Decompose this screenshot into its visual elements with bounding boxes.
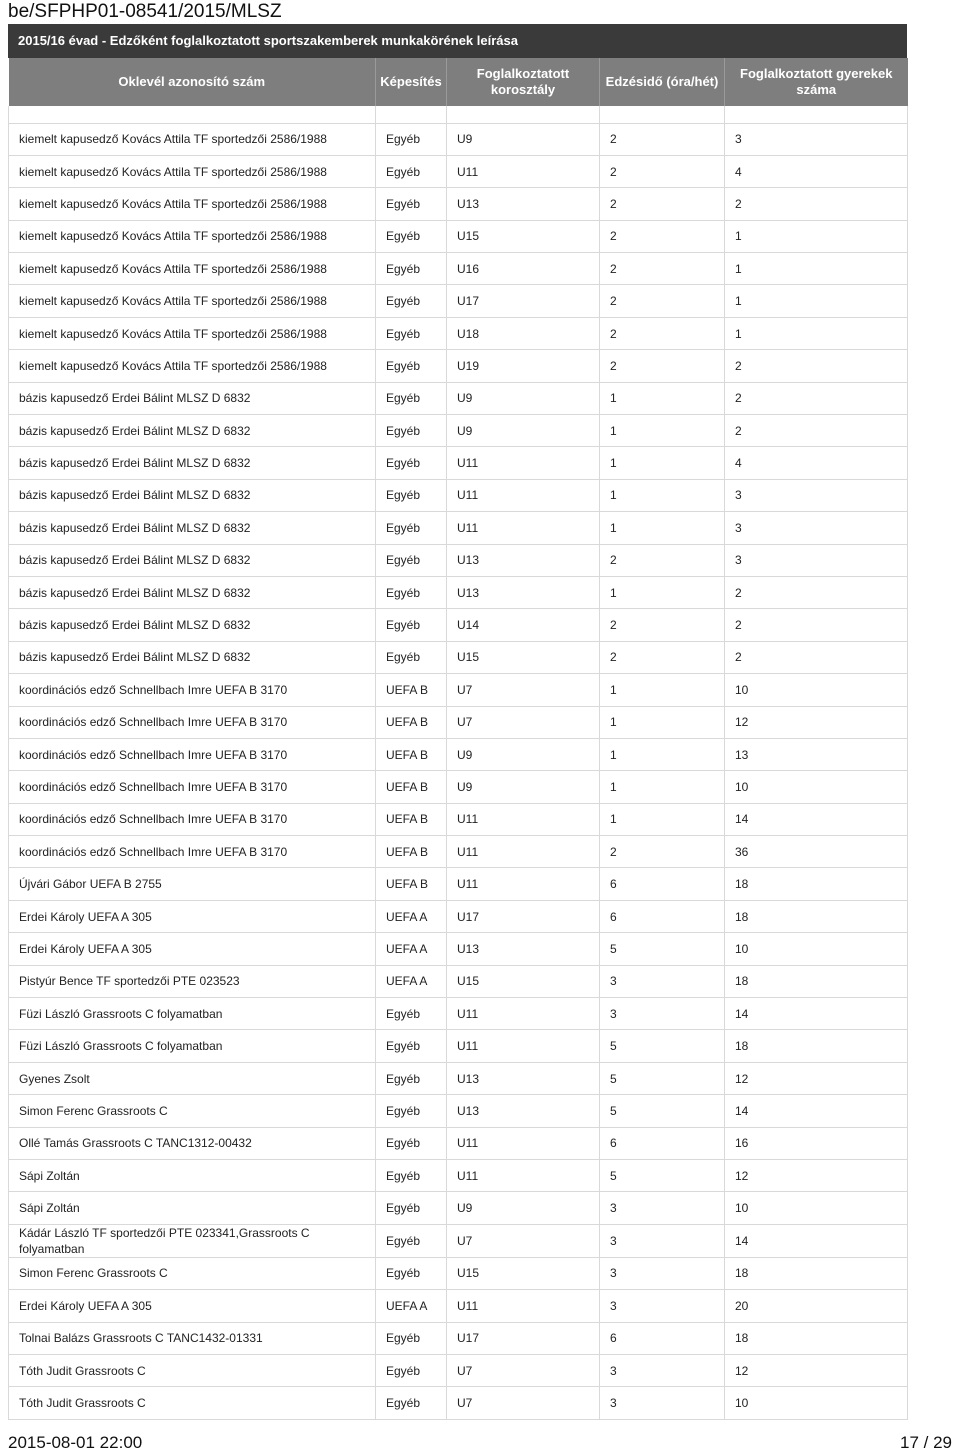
table-row xyxy=(9,1160,908,1192)
children-count-cell: 4 xyxy=(725,155,908,187)
table-row xyxy=(9,998,908,1030)
certificate-cell: Tóth Judit Grassroots C xyxy=(9,1354,376,1386)
training-hours-cell: 1 xyxy=(600,803,725,835)
qualification-cell: UEFA B xyxy=(376,771,447,803)
table-row xyxy=(9,1322,908,1354)
training-hours-cell: 5 xyxy=(600,933,725,965)
table-row xyxy=(9,1095,908,1127)
training-hours-cell: 3 xyxy=(600,1224,725,1257)
qualification-cell: Egyéb xyxy=(376,1160,447,1192)
qualification-cell: Egyéb xyxy=(376,350,447,382)
children-count-cell: 12 xyxy=(725,1062,908,1094)
training-hours-cell: 1 xyxy=(600,738,725,770)
certificate-cell: kiemelt kapusedző Kovács Attila TF sportedzői 2586/1988 xyxy=(9,253,376,285)
age-group-cell: U13 xyxy=(447,544,600,576)
qualification-cell: UEFA A xyxy=(376,965,447,997)
table-row xyxy=(9,188,908,220)
age-group-cell: U18 xyxy=(447,317,600,349)
footer-timestamp: 2015-08-01 22:00 xyxy=(8,1433,143,1452)
age-group-cell: U11 xyxy=(447,512,600,544)
table-row xyxy=(9,771,908,803)
table-row xyxy=(9,836,908,868)
age-group-cell: U15 xyxy=(447,641,600,673)
children-count-cell: 18 xyxy=(725,1257,908,1289)
table-row xyxy=(9,544,908,576)
children-count-cell: 2 xyxy=(725,350,908,382)
qualification-cell: Egyéb xyxy=(376,155,447,187)
table-row xyxy=(9,1127,908,1159)
qualification-cell: Egyéb xyxy=(376,1062,447,1094)
age-group-cell: U11 xyxy=(447,155,600,187)
children-count-cell: 18 xyxy=(725,1030,908,1062)
table-row xyxy=(9,512,908,544)
children-count-cell: 2 xyxy=(725,188,908,220)
qualification-cell: Egyéb xyxy=(376,317,447,349)
certificate-cell: bázis kapusedző Erdei Bálint MLSZ D 6832 xyxy=(9,512,376,544)
certificate-cell: koordinációs edző Schnellbach Imre UEFA B 3170 xyxy=(9,674,376,706)
age-group-cell: U9 xyxy=(447,1192,600,1224)
certificate-cell: Tolnai Balázs Grassroots C TANC1432-01331 xyxy=(9,1322,376,1354)
table-row xyxy=(9,609,908,641)
children-count-cell: 12 xyxy=(725,706,908,738)
coaches-table-section xyxy=(8,24,907,1420)
table-row xyxy=(9,641,908,673)
children-count-cell: 10 xyxy=(725,1387,908,1419)
children-count-cell: 18 xyxy=(725,1322,908,1354)
table-row xyxy=(9,123,908,155)
certificate-cell: bázis kapusedző Erdei Bálint MLSZ D 6832 xyxy=(9,544,376,576)
certificate-cell: Sápi Zoltán xyxy=(9,1192,376,1224)
children-count-cell: 2 xyxy=(725,382,908,414)
children-count-cell: 16 xyxy=(725,1127,908,1159)
column-header-qualification: Képesítés xyxy=(376,58,447,106)
table-row xyxy=(9,674,908,706)
qualification-cell: Egyéb xyxy=(376,479,447,511)
children-count-cell: 1 xyxy=(725,220,908,252)
certificate-cell: bázis kapusedző Erdei Bálint MLSZ D 6832 xyxy=(9,479,376,511)
age-group-cell: U16 xyxy=(447,253,600,285)
age-group-cell: U15 xyxy=(447,220,600,252)
age-group-cell: U15 xyxy=(447,965,600,997)
qualification-cell: Egyéb xyxy=(376,123,447,155)
column-header-training-hours: Edzésidő (óra/hét) xyxy=(600,58,725,106)
training-hours-cell: 1 xyxy=(600,674,725,706)
certificate-cell: Kádár László TF sportedzői PTE 023341,Grassroots C folyamatban xyxy=(9,1224,376,1257)
children-count-cell: 2 xyxy=(725,576,908,608)
certificate-cell: kiemelt kapusedző Kovács Attila TF sportedzői 2586/1988 xyxy=(9,123,376,155)
children-count-cell: 3 xyxy=(725,512,908,544)
age-group-cell: U7 xyxy=(447,674,600,706)
qualification-cell: Egyéb xyxy=(376,415,447,447)
qualification-cell: Egyéb xyxy=(376,285,447,317)
certificate-cell: koordinációs edző Schnellbach Imre UEFA B 3170 xyxy=(9,803,376,835)
training-hours-cell: 2 xyxy=(600,155,725,187)
certificate-cell: koordinációs edző Schnellbach Imre UEFA B 3170 xyxy=(9,738,376,770)
document-id: be/SFPHP01-08541/2015/MLSZ xyxy=(8,1,282,22)
certificate-cell: kiemelt kapusedző Kovács Attila TF sportedzői 2586/1988 xyxy=(9,188,376,220)
children-count-cell: 12 xyxy=(725,1160,908,1192)
children-count-cell: 2 xyxy=(725,415,908,447)
qualification-cell: Egyéb xyxy=(376,512,447,544)
qualification-cell: UEFA A xyxy=(376,933,447,965)
age-group-cell: U9 xyxy=(447,415,600,447)
children-count-cell: 10 xyxy=(725,1192,908,1224)
age-group-cell: U17 xyxy=(447,285,600,317)
children-count-cell: 1 xyxy=(725,253,908,285)
table-row xyxy=(9,1224,908,1257)
training-hours-cell: 2 xyxy=(600,350,725,382)
qualification-cell: Egyéb xyxy=(376,1030,447,1062)
children-count-cell: 18 xyxy=(725,965,908,997)
age-group-cell: U7 xyxy=(447,1224,600,1257)
table-row xyxy=(9,253,908,285)
table-row xyxy=(9,1290,908,1322)
table-row xyxy=(9,155,908,187)
children-count-cell: 1 xyxy=(725,285,908,317)
certificate-cell: bázis kapusedző Erdei Bálint MLSZ D 6832 xyxy=(9,576,376,608)
qualification-cell: Egyéb xyxy=(376,1224,447,1257)
table-body xyxy=(9,106,908,1419)
age-group-cell: U11 xyxy=(447,1290,600,1322)
children-count-cell: 1 xyxy=(725,317,908,349)
children-count-cell: 12 xyxy=(725,1354,908,1386)
training-hours-cell: 6 xyxy=(600,1322,725,1354)
certificate-cell: Simon Ferenc Grassroots C xyxy=(9,1257,376,1289)
children-count-cell: 14 xyxy=(725,1095,908,1127)
children-count-cell: 10 xyxy=(725,674,908,706)
children-count-cell: 18 xyxy=(725,900,908,932)
table-header-row xyxy=(9,58,908,106)
qualification-cell: Egyéb xyxy=(376,1387,447,1419)
column-header-age-group: Foglalkoztatott korosztály xyxy=(447,58,600,106)
table-spacer-row xyxy=(9,106,908,123)
training-hours-cell: 2 xyxy=(600,123,725,155)
qualification-cell: Egyéb xyxy=(376,1192,447,1224)
training-hours-cell: 3 xyxy=(600,998,725,1030)
training-hours-cell: 1 xyxy=(600,512,725,544)
children-count-cell: 3 xyxy=(725,479,908,511)
age-group-cell: U13 xyxy=(447,1095,600,1127)
qualification-cell: UEFA A xyxy=(376,1290,447,1322)
table-row xyxy=(9,706,908,738)
children-count-cell: 4 xyxy=(725,447,908,479)
qualification-cell: Egyéb xyxy=(376,544,447,576)
table-row xyxy=(9,317,908,349)
training-hours-cell: 6 xyxy=(600,900,725,932)
certificate-cell: Erdei Károly UEFA A 305 xyxy=(9,900,376,932)
certificate-cell: bázis kapusedző Erdei Bálint MLSZ D 6832 xyxy=(9,415,376,447)
training-hours-cell: 2 xyxy=(600,317,725,349)
age-group-cell: U7 xyxy=(447,1387,600,1419)
table-row xyxy=(9,350,908,382)
table-row xyxy=(9,576,908,608)
age-group-cell: U9 xyxy=(447,738,600,770)
certificate-cell: Sápi Zoltán xyxy=(9,1160,376,1192)
qualification-cell: UEFA B xyxy=(376,868,447,900)
table-row xyxy=(9,868,908,900)
children-count-cell: 3 xyxy=(725,123,908,155)
qualification-cell: UEFA B xyxy=(376,836,447,868)
age-group-cell: U13 xyxy=(447,933,600,965)
age-group-cell: U11 xyxy=(447,998,600,1030)
age-group-cell: U19 xyxy=(447,350,600,382)
age-group-cell: U13 xyxy=(447,188,600,220)
qualification-cell: Egyéb xyxy=(376,382,447,414)
certificate-cell: bázis kapusedző Erdei Bálint MLSZ D 6832 xyxy=(9,447,376,479)
age-group-cell: U7 xyxy=(447,1354,600,1386)
children-count-cell: 10 xyxy=(725,771,908,803)
age-group-cell: U17 xyxy=(447,900,600,932)
training-hours-cell: 6 xyxy=(600,1127,725,1159)
certificate-cell: Füzi László Grassroots C folyamatban xyxy=(9,1030,376,1062)
training-hours-cell: 1 xyxy=(600,771,725,803)
table-row xyxy=(9,1062,908,1094)
certificate-cell: kiemelt kapusedző Kovács Attila TF sportedzői 2586/1988 xyxy=(9,350,376,382)
training-hours-cell: 2 xyxy=(600,836,725,868)
table-row xyxy=(9,965,908,997)
age-group-cell: U7 xyxy=(447,706,600,738)
training-hours-cell: 2 xyxy=(600,285,725,317)
age-group-cell: U11 xyxy=(447,479,600,511)
training-hours-cell: 1 xyxy=(600,415,725,447)
age-group-cell: U11 xyxy=(447,1160,600,1192)
training-hours-cell: 1 xyxy=(600,479,725,511)
training-hours-cell: 5 xyxy=(600,1160,725,1192)
certificate-cell: bázis kapusedző Erdei Bálint MLSZ D 6832 xyxy=(9,382,376,414)
qualification-cell: Egyéb xyxy=(376,447,447,479)
children-count-cell: 14 xyxy=(725,998,908,1030)
training-hours-cell: 5 xyxy=(600,1030,725,1062)
training-hours-cell: 1 xyxy=(600,576,725,608)
age-group-cell: U9 xyxy=(447,771,600,803)
certificate-cell: koordinációs edző Schnellbach Imre UEFA B 3170 xyxy=(9,706,376,738)
table-row xyxy=(9,220,908,252)
training-hours-cell: 3 xyxy=(600,1192,725,1224)
training-hours-cell: 3 xyxy=(600,965,725,997)
certificate-cell: kiemelt kapusedző Kovács Attila TF sportedzői 2586/1988 xyxy=(9,285,376,317)
training-hours-cell: 2 xyxy=(600,544,725,576)
table-row xyxy=(9,1257,908,1289)
certificate-cell: Újvári Gábor UEFA B 2755 xyxy=(9,868,376,900)
qualification-cell: Egyéb xyxy=(376,1127,447,1159)
table-row xyxy=(9,415,908,447)
table-row xyxy=(9,1030,908,1062)
age-group-cell: U11 xyxy=(447,1030,600,1062)
training-hours-cell: 1 xyxy=(600,706,725,738)
certificate-cell: Simon Ferenc Grassroots C xyxy=(9,1095,376,1127)
certificate-cell: Gyenes Zsolt xyxy=(9,1062,376,1094)
table-row xyxy=(9,1354,908,1386)
age-group-cell: U17 xyxy=(447,1322,600,1354)
training-hours-cell: 1 xyxy=(600,382,725,414)
training-hours-cell: 5 xyxy=(600,1095,725,1127)
qualification-cell: Egyéb xyxy=(376,1095,447,1127)
children-count-cell: 3 xyxy=(725,544,908,576)
qualification-cell: Egyéb xyxy=(376,1257,447,1289)
certificate-cell: Füzi László Grassroots C folyamatban xyxy=(9,998,376,1030)
qualification-cell: UEFA B xyxy=(376,674,447,706)
children-count-cell: 20 xyxy=(725,1290,908,1322)
table-row xyxy=(9,285,908,317)
certificate-cell: bázis kapusedző Erdei Bálint MLSZ D 6832 xyxy=(9,641,376,673)
certificate-cell: Erdei Károly UEFA A 305 xyxy=(9,1290,376,1322)
children-count-cell: 36 xyxy=(725,836,908,868)
certificate-cell: Erdei Károly UEFA A 305 xyxy=(9,933,376,965)
age-group-cell: U14 xyxy=(447,609,600,641)
children-count-cell: 18 xyxy=(725,868,908,900)
qualification-cell: Egyéb xyxy=(376,641,447,673)
qualification-cell: Egyéb xyxy=(376,576,447,608)
training-hours-cell: 2 xyxy=(600,641,725,673)
training-hours-cell: 3 xyxy=(600,1387,725,1419)
certificate-cell: koordinációs edző Schnellbach Imre UEFA B 3170 xyxy=(9,836,376,868)
column-header-certificate-id: Oklevél azonosító szám xyxy=(9,58,376,106)
table-row xyxy=(9,447,908,479)
qualification-cell: Egyéb xyxy=(376,188,447,220)
training-hours-cell: 3 xyxy=(600,1257,725,1289)
training-hours-cell: 5 xyxy=(600,1062,725,1094)
certificate-cell: koordinációs edző Schnellbach Imre UEFA B 3170 xyxy=(9,771,376,803)
table-row xyxy=(9,1192,908,1224)
age-group-cell: U9 xyxy=(447,123,600,155)
age-group-cell: U11 xyxy=(447,447,600,479)
training-hours-cell: 2 xyxy=(600,609,725,641)
children-count-cell: 10 xyxy=(725,933,908,965)
qualification-cell: Egyéb xyxy=(376,1354,447,1386)
table-row xyxy=(9,900,908,932)
age-group-cell: U11 xyxy=(447,868,600,900)
footer-page-number: 17 / 29 xyxy=(900,1433,952,1452)
training-hours-cell: 6 xyxy=(600,868,725,900)
qualification-cell: UEFA B xyxy=(376,738,447,770)
qualification-cell: UEFA B xyxy=(376,706,447,738)
children-count-cell: 14 xyxy=(725,1224,908,1257)
certificate-cell: kiemelt kapusedző Kovács Attila TF sportedzői 2586/1988 xyxy=(9,155,376,187)
certificate-cell: Pistyúr Bence TF sportedzői PTE 023523 xyxy=(9,965,376,997)
age-group-cell: U11 xyxy=(447,836,600,868)
qualification-cell: Egyéb xyxy=(376,998,447,1030)
certificate-cell: kiemelt kapusedző Kovács Attila TF sportedzői 2586/1988 xyxy=(9,317,376,349)
training-hours-cell: 2 xyxy=(600,253,725,285)
training-hours-cell: 1 xyxy=(600,447,725,479)
table-row xyxy=(9,933,908,965)
age-group-cell: U15 xyxy=(447,1257,600,1289)
certificate-cell: bázis kapusedző Erdei Bálint MLSZ D 6832 xyxy=(9,609,376,641)
qualification-cell: UEFA A xyxy=(376,900,447,932)
column-header-children-count: Foglalkoztatott gyerekek száma xyxy=(725,58,908,106)
table-row xyxy=(9,1387,908,1419)
qualification-cell: Egyéb xyxy=(376,1322,447,1354)
children-count-cell: 2 xyxy=(725,609,908,641)
children-count-cell: 13 xyxy=(725,738,908,770)
table-row xyxy=(9,479,908,511)
table-row xyxy=(9,382,908,414)
qualification-cell: UEFA B xyxy=(376,803,447,835)
training-hours-cell: 2 xyxy=(600,188,725,220)
table-row xyxy=(9,738,908,770)
qualification-cell: Egyéb xyxy=(376,253,447,285)
children-count-cell: 2 xyxy=(725,641,908,673)
table-title: 2015/16 évad - Edzőként foglalkoztatott sportszakemberek munkakörének leírása xyxy=(8,24,907,58)
age-group-cell: U11 xyxy=(447,1127,600,1159)
qualification-cell: Egyéb xyxy=(376,220,447,252)
coaches-table xyxy=(8,58,908,1420)
certificate-cell: kiemelt kapusedző Kovács Attila TF sportedzői 2586/1988 xyxy=(9,220,376,252)
age-group-cell: U13 xyxy=(447,576,600,608)
training-hours-cell: 2 xyxy=(600,220,725,252)
age-group-cell: U11 xyxy=(447,803,600,835)
training-hours-cell: 3 xyxy=(600,1290,725,1322)
training-hours-cell: 3 xyxy=(600,1354,725,1386)
certificate-cell: Ollé Tamás Grassroots C TANC1312-00432 xyxy=(9,1127,376,1159)
certificate-cell: Tóth Judit Grassroots C xyxy=(9,1387,376,1419)
children-count-cell: 14 xyxy=(725,803,908,835)
age-group-cell: U9 xyxy=(447,382,600,414)
table-row xyxy=(9,803,908,835)
qualification-cell: Egyéb xyxy=(376,609,447,641)
age-group-cell: U13 xyxy=(447,1062,600,1094)
